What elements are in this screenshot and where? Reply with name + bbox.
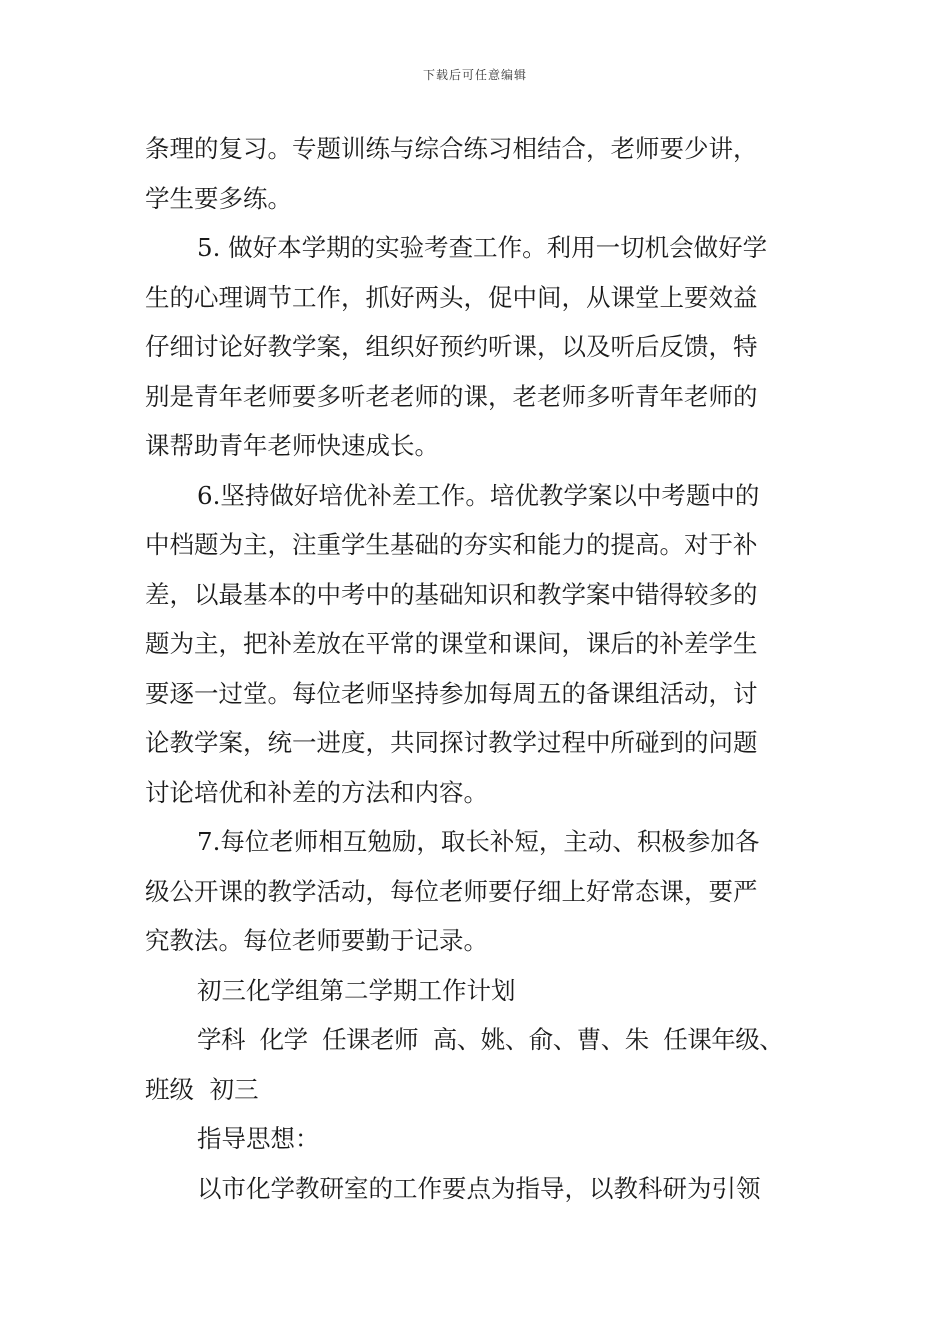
text-line: 讨论培优和补差的方法和内容。	[145, 777, 488, 807]
text-line: 差，以最基本的中考中的基础知识和教学案中错得较多的	[145, 579, 758, 609]
text-line: 题为主，把补差放在平常的课堂和课间，课后的补差学生	[145, 629, 758, 658]
text-line: 要逐一过堂。每位老师坚持参加每周五的备课组活动，讨	[145, 678, 758, 708]
text-line: 以市化学教研室的工作要点为指导，以教科研为引领	[197, 1173, 761, 1203]
text-line: 中档题为主，注重学生基础的夯实和能力的提高。对于补	[145, 530, 758, 559]
text-line: 条理的复习。专题训练与综合练习相结合，老师要少讲，	[145, 134, 758, 163]
text-line: 学科 化学 任课老师 高、姚、俞、曹、朱 任课年级、	[197, 1025, 784, 1054]
text-line: 究教法。每位老师要勤于记录。	[145, 926, 488, 955]
page-header: 下载后可任意编辑	[422, 68, 527, 82]
text-line: 6.坚持做好培优补差工作。培优教学案以中考题中的	[197, 480, 760, 510]
text-line: 7.每位老师相互勉励，取长补短，主动、积极参加各	[197, 827, 760, 856]
text-line: 仔细讨论好教学案，组织好预约听课，以及听后反馈，特	[145, 332, 758, 361]
text-line: 生的心理调节工作，抓好两头，促中间，从课堂上要效益	[145, 282, 758, 312]
text-line: 论教学案，统一进度，共同探讨教学过程中所碰到的问题	[145, 728, 758, 757]
text-line: 别是青年老师要多听老老师的课，老老师多听青年老师的	[145, 381, 758, 411]
document-body	[145, 124, 825, 1213]
section-title: 初三化学组第二学期工作计划	[197, 975, 516, 1005]
subheading: 指导思想：	[197, 1124, 320, 1153]
text-line: 级公开课的教学活动，每位老师要仔细上好常态课，要严	[145, 876, 758, 906]
text-line: 5. 做好本学期的实验考查工作。利用一切机会做好学	[197, 233, 768, 262]
text-line: 课帮助青年老师快速成长。	[145, 431, 439, 460]
text-line: 学生要多练。	[145, 183, 292, 213]
text-line: 班级 初三	[145, 1074, 259, 1104]
